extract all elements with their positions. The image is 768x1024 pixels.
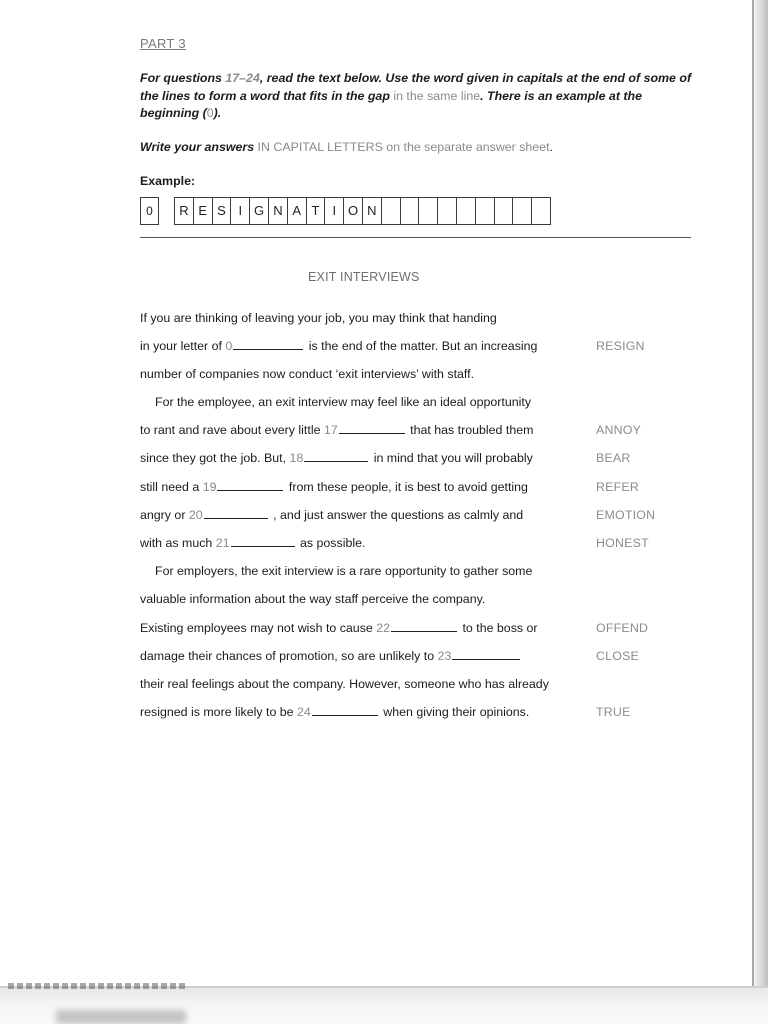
passage-line [140,421,692,449]
text-before-gap: resigned is more likely to be [140,705,298,720]
gap-number: 19 [202,479,217,494]
answer-letter-cell [476,197,495,225]
passage-line-text [140,677,549,691]
text-after-gap: from these people, it is best to avoid getting [285,479,528,494]
example-label: Example: [140,173,196,188]
instr-same-line: in the same line [393,88,481,103]
answer-letter-cell: T [307,197,326,225]
gap-blank[interactable] [304,460,368,462]
text-after-gap: is the end of the matter. But an increasing [305,338,538,353]
gap-blank[interactable] [339,432,405,434]
worksheet [140,36,692,731]
passage-line [140,393,692,421]
text-before-gap: damage their chances of promotion, so are unlikely to [140,648,438,663]
passage-line-text [140,339,537,353]
page-edge-line [752,0,754,990]
answer-letter-cell: R [174,197,194,225]
cue-word: REFER [596,479,639,494]
text-before-gap: number of companies now conduct ‘exit interviews’ with staff. [140,366,475,381]
part-heading: PART 3 [140,36,186,51]
next-page-footer-blur [8,983,188,989]
passage-line-text [140,705,529,719]
text-after-gap: that has troubled them [406,423,534,438]
text-before-gap: with as much [140,536,216,550]
gap-number: 23 [437,648,452,663]
cue-word: BEAR [596,451,631,466]
section-divider [140,237,691,238]
passage-line [140,562,692,590]
instr-mid1: , read the text below. Use the word given in capitals at the end of some of the lines to form a word that fits in the gap [140,71,692,103]
cue-word: EMOTION [596,507,656,522]
passage-line [140,365,692,393]
answer-letter-cell [401,197,420,225]
text-before-gap: For employers, the exit interview is a rare opportunity to gather some [155,564,533,579]
gap-number: 17 [323,423,338,438]
gap-number: 24 [297,705,311,720]
answer-letter-cell: N [269,197,288,225]
text-before-gap: their real feelings about the company. However, someone who has already [140,676,549,691]
passage-line [140,449,692,477]
passage-line-text [140,423,533,437]
gap-number: 21 [215,536,230,550]
text-after-gap: in mind that you will probably [370,451,533,466]
text-after-gap: when giving their opinions. [379,705,530,720]
text-before-gap: angry or [140,507,189,522]
passage-line [140,534,692,562]
page-edge [754,0,768,990]
write-lead: Write your answers [140,139,258,154]
answer-letter-cell [457,197,476,225]
gap-blank[interactable] [391,630,457,632]
write-instruction [140,139,692,156]
text-after-gap: , and just answer the questions as calmly and [269,507,524,522]
answer-letter-cell: O [344,197,363,225]
text-after-gap: as possible. [296,536,366,550]
gap-blank[interactable] [217,489,283,491]
passage-line [140,337,692,365]
cue-word: TRUE [596,705,631,720]
answer-letter-cell: I [231,197,250,225]
passage-line-text [140,311,497,325]
text-before-gap: to rant and rave about every little [140,423,324,438]
answer-letter-cell [382,197,401,225]
passage-line [140,590,692,618]
answer-letter-cell: S [213,197,232,225]
passage-line [140,506,692,534]
cue-word: ANNOY [596,423,642,438]
cue-word: CLOSE [596,648,640,663]
answer-letter-cell [419,197,438,225]
text-before-gap: in your letter of [140,338,226,353]
instr-end: ). [213,106,222,120]
passage-line [140,619,692,647]
next-page-heading-blur [56,1010,186,1024]
passage-line [140,309,692,337]
answer-letter-cell [513,197,532,225]
passage-line-text [140,367,474,381]
gap-blank[interactable] [231,545,295,547]
gap-blank[interactable] [204,517,268,519]
example-answer-box [140,197,692,225]
gap-number: 20 [188,507,203,522]
text-before-gap: valuable information about the way staff perceive the company. [140,592,486,607]
text-before-gap: If you are thinking of leaving your job, you may think that handing [140,310,497,325]
passage-line [140,647,692,675]
cue-word: OFFEND [596,620,649,635]
text-before-gap: since they got the job. But, [140,451,290,466]
answer-letter-cell: G [250,197,269,225]
passage-line-text [140,564,532,578]
instr-pre: For questions [140,71,226,85]
text-before-gap: Existing employees may not wish to cause [140,620,377,635]
passage-line-text [140,395,531,409]
answer-letter-cell: N [363,197,382,225]
instr-zero: 0 [206,106,214,120]
passage-line-text [140,649,522,663]
text-before-gap: For the employee, an exit interview may feel like an ideal opportunity [155,395,532,410]
gap-blank[interactable] [233,348,303,350]
answer-letter-cell [495,197,514,225]
passage-line [140,703,692,731]
passage-line [140,675,692,703]
gap-number: 0 [225,338,233,353]
passage-line-text [140,480,528,494]
cue-word: RESIGN [596,338,645,353]
passage-line-text [140,536,365,550]
passage-line-text [140,451,533,465]
answer-letter-cell: I [325,197,344,225]
gap-number: 18 [289,451,304,466]
passage-line [140,478,692,506]
gap-number: 22 [376,620,391,635]
cue-word: HONEST [596,536,649,550]
gap-blank[interactable] [452,658,520,660]
passage-line-text [140,621,538,635]
text-title: EXIT INTERVIEWS [308,269,420,284]
instr-range: 17–24 [225,71,260,85]
passage [140,309,692,732]
answer-letter-cell [438,197,457,225]
example-number-cell: 0 [140,197,159,225]
answer-letter-cell: A [288,197,307,225]
text-before-gap: still need a [140,479,203,494]
write-end: . [549,139,553,154]
passage-line-text [140,592,485,606]
passage-line-text [140,508,523,522]
answer-letter-cell: E [194,197,213,225]
instructions [140,70,692,123]
instr-mid2: . There is an example at the beginning ( [140,88,642,120]
gap-blank[interactable] [312,714,378,716]
answer-letter-cell [532,197,551,225]
text-after-gap: to the boss or [459,620,538,635]
write-capitals-note: IN CAPITAL LETTERS on the separate answer sheet [257,139,550,154]
